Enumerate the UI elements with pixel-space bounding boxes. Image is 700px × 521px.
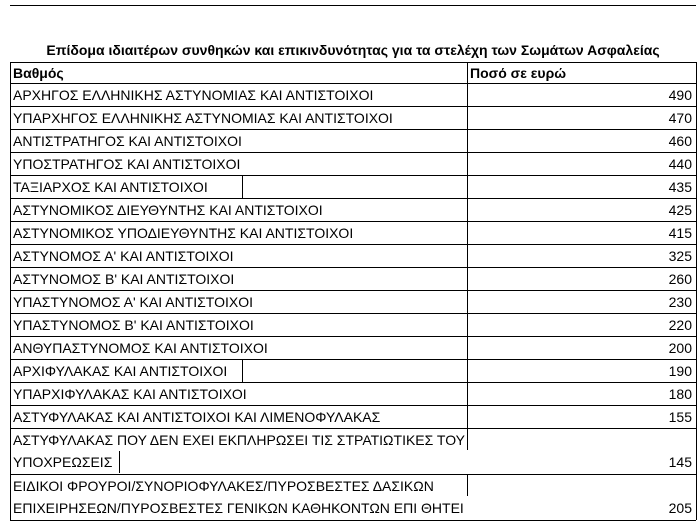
rank-cell: ΥΠΑΣΤΥΝΟΜΟΣ Β' ΚΑΙ ΑΝΤΙΣΤΟΙΧΟΙ [13, 317, 254, 333]
column-divider [467, 336, 468, 359]
amount-cell: 190 [668, 363, 692, 379]
amount-cell: 180 [668, 386, 692, 402]
top-border [10, 5, 696, 6]
rank-cell: ΑΝΘΥΠΑΣΤΥΝΟΜΟΣ ΚΑΙ ΑΝΤΙΣΤΟΙΧΟΙ [13, 340, 268, 356]
amount-cell: 460 [668, 133, 692, 149]
column-divider [467, 198, 468, 221]
column-divider [467, 290, 468, 313]
column-divider [467, 428, 468, 450]
table-row [10, 106, 696, 129]
rank-cell: ΥΠΑΣΤΥΝΟΜΟΣ Α' ΚΑΙ ΑΝΤΙΣΤΟΙΧΟΙ [13, 294, 253, 310]
table-row [10, 359, 696, 382]
column-divider [467, 221, 468, 244]
rank-cell: ΑΝΤΙΣΤΡΑΤΗΓΟΣ ΚΑΙ ΑΝΤΙΣΤΟΙΧΟΙ [13, 133, 242, 149]
table-row [10, 198, 696, 221]
column-divider [467, 175, 468, 198]
table-row [10, 129, 696, 152]
column-divider [467, 382, 468, 405]
rank-cell: ΑΡΧΙΦΥΛΑΚΑΣ ΚΑΙ ΑΝΤΙΣΤΟΙΧΟΙ [13, 363, 228, 379]
amount-cell: 425 [668, 202, 692, 218]
amount-cell: 490 [668, 87, 692, 103]
amount-cell: 435 [668, 179, 692, 195]
rank-cell: ΑΣΤΥΝΟΜΙΚΟΣ ΔΙΕΥΘΥΝΤΗΣ ΚΑΙ ΑΝΤΙΣΤΟΙΧΟΙ [13, 202, 323, 218]
rank-cell-line1: ΑΣΤΥΦΥΛΑΚΑΣ ΠΟΥ ΔΕΝ ΕΧΕΙ ΕΚΠΛΗΡΩΣΕΙ ΤΙΣ ΣΤΡΑΤΙΩΤΙΚΕΣ ΤΟΥ [13, 432, 466, 448]
rank-cell: ΥΠΟΣΤΡΑΤΗΓΟΣ ΚΑΙ ΑΝΤΙΣΤΟΙΧΟΙ [13, 156, 241, 172]
table-title: Επίδομα ιδιαιτέρων συνθηκών και επικινδυνότητας για τα στελέχη των Σωμάτων Ασφαλείας [46, 42, 660, 58]
table-row-multiline [10, 428, 696, 474]
rank-cell: ΥΠΑΡΧΗΓΟΣ ΕΛΛΗΝΙΚΗΣ ΑΣΤΥΝΟΜΙΑΣ ΚΑΙ ΑΝΤΙΣΤΟΙΧΟΙ [13, 110, 393, 126]
amount-cell: 200 [668, 340, 692, 356]
table-row [10, 382, 696, 405]
amount-cell: 440 [668, 156, 692, 172]
amount-cell: 145 [668, 454, 692, 470]
cell-border [10, 451, 120, 473]
rank-cell: ΑΣΤΥΦΥΛΑΚΑΣ ΚΑΙ ΑΝΤΙΣΤΟΙΧΟΙ ΚΑΙ ΛΙΜΕΝΟΦΥΛΑΚΑΣ [13, 409, 381, 425]
rank-cell: ΑΣΤΥΝΟΜΟΣ Α' ΚΑΙ ΑΝΤΙΣΤΟΙΧΟΙ [13, 248, 234, 264]
amount-cell: 325 [668, 248, 692, 264]
amount-cell: 155 [668, 409, 692, 425]
column-divider [467, 405, 468, 428]
table-row [10, 267, 696, 290]
table-row [10, 244, 696, 267]
amount-cell: 260 [668, 271, 692, 287]
header-rank: Βαθμός [13, 65, 64, 81]
column-divider [467, 83, 468, 106]
column-divider [467, 106, 468, 129]
amount-cell: 415 [668, 225, 692, 241]
header-row [10, 62, 696, 83]
rank-cell-line2: ΕΠΙΧΕΙΡΗΣΕΩΝ/ΠΥΡΟΣΒΕΣΤΕΣ ΓΕΝΙΚΩΝ ΚΑΘΗΚΟΝΤΩΝ ΕΠΙ ΘΗΤΕΙ [13, 500, 464, 516]
rank-cell: ΑΣΤΥΝΟΜΙΚΟΣ ΥΠΟΔΙΕΥΘΥΝΤΗΣ ΚΑΙ ΑΝΤΙΣΤΟΙΧΟΙ [13, 225, 354, 241]
amount-cell: 205 [668, 500, 692, 516]
rank-cell-line1: ΕΙΔΙΚΟΙ ΦΡΟΥΡΟΙ/ΣΥΝΟΡΙΟΦΥΛΑΚΕΣ/ΠΥΡΟΣΒΕΣΤΕΣ ΔΑΣΙΚΩΝ [13, 478, 434, 494]
table-row [10, 405, 696, 428]
amount-cell: 220 [668, 317, 692, 333]
header-amount: Ποσό σε ευρώ [470, 65, 567, 81]
rank-cell-line2: ΥΠΟΧΡΕΩΣΕΙΣ [13, 454, 113, 470]
table-row [10, 313, 696, 336]
table-right-border [696, 62, 697, 520]
rank-cell: ΤΑΞΙΑΡΧΟΣ ΚΑΙ ΑΝΤΙΣΤΟΙΧΟΙ [13, 179, 208, 195]
table-row [10, 83, 696, 106]
column-divider [467, 152, 468, 175]
rank-cell: ΑΣΤΥΝΟΜΟΣ Β' ΚΑΙ ΑΝΤΙΣΤΟΙΧΟΙ [13, 271, 235, 287]
table-row [10, 152, 696, 175]
column-divider [467, 244, 468, 267]
rank-cell: ΑΡΧΗΓΟΣ ΕΛΛΗΝΙΚΗΣ ΑΣΤΥΝΟΜΙΑΣ ΚΑΙ ΑΝΤΙΣΤΟΙΧΟΙ [13, 87, 374, 103]
rank-cell: ΥΠΑΡΧΙΦΥΛΑΚΑΣ ΚΑΙ ΑΝΤΙΣΤΟΙΧΟΙ [13, 386, 247, 402]
table-row [10, 221, 696, 244]
amount-cell: 470 [668, 110, 692, 126]
column-divider [467, 129, 468, 152]
table-row [10, 336, 696, 359]
table-row [10, 290, 696, 313]
column-divider [467, 313, 468, 336]
column-divider-header [467, 62, 468, 83]
amount-cell: 230 [668, 294, 692, 310]
column-divider [467, 359, 468, 382]
table-row [10, 175, 696, 198]
column-divider [467, 474, 468, 496]
table-row-multiline [10, 474, 696, 520]
column-divider [467, 267, 468, 290]
